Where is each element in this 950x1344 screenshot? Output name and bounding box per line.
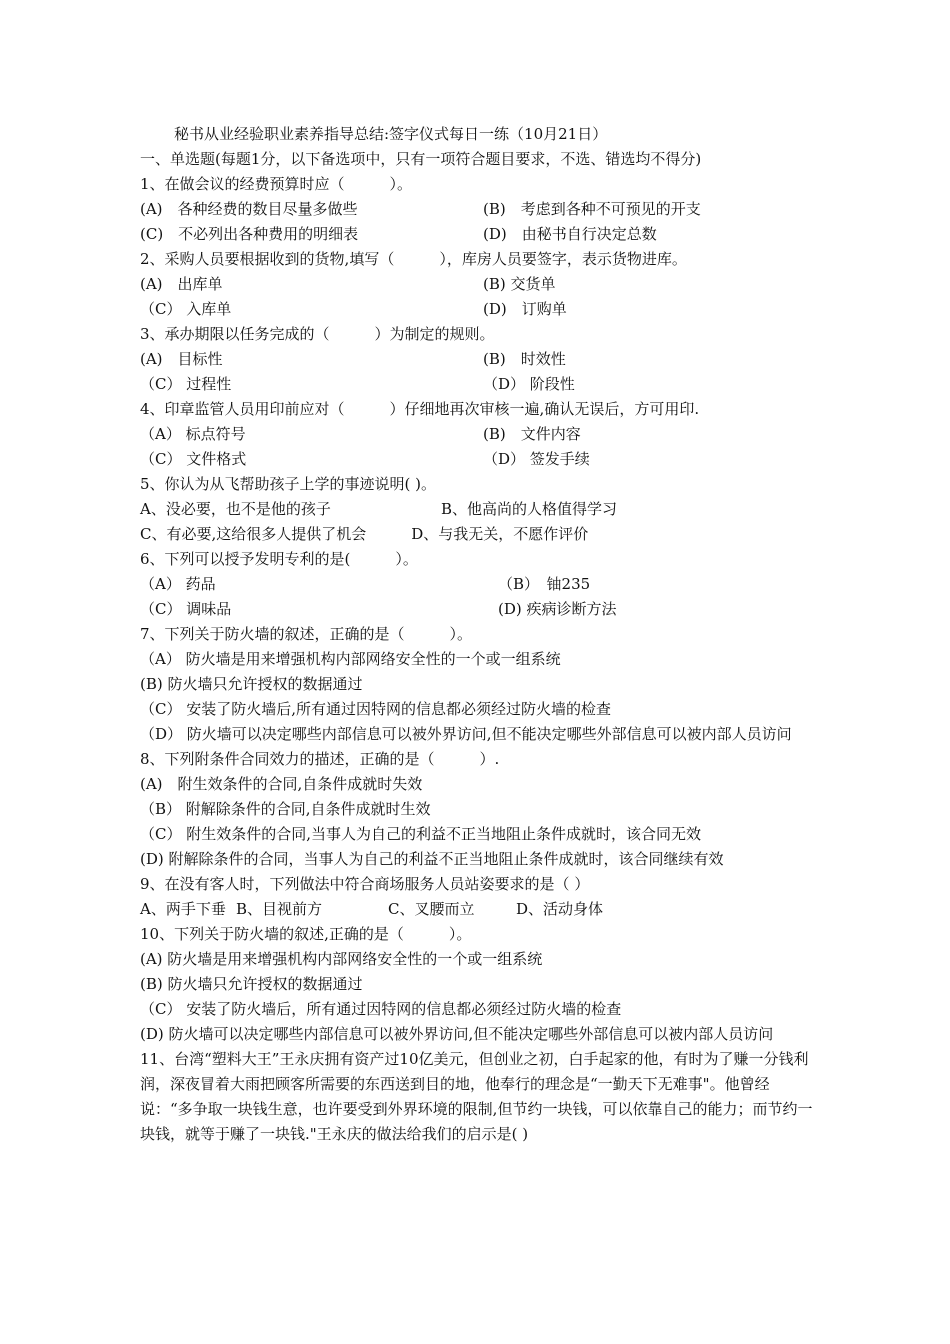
question-6-options-ab	[140, 572, 815, 597]
option-a: A、没必要，也不是他的孩子	[140, 500, 331, 518]
option-a: （A） 标点符号	[140, 425, 246, 443]
question-1-options-cd	[140, 222, 815, 247]
option-a: A、两手下垂	[140, 900, 226, 918]
option-a: (A) 附生效条件的合同,自条件成就时失效	[140, 775, 423, 793]
question-8-stem: 8、下列附条件合同效力的描述，正确的是（ ）.	[140, 750, 500, 768]
question-9-stem: 9、在没有客人时，下列做法中符合商场服务人员站姿要求的是（ ）	[140, 875, 590, 893]
option-b: B、目视前方	[236, 900, 323, 918]
option-c: （C） 过程性	[140, 375, 232, 393]
question-7-stem: 7、下列关于防火墙的叙述，正确的是（ ）。	[140, 625, 473, 643]
option-a: （A） 防火墙是用来增强机构内部网络安全性的一个或一组系统	[140, 650, 561, 668]
question-4-options-ab	[140, 422, 815, 447]
option-c: C、叉腰而立	[388, 900, 475, 918]
document-body	[140, 122, 815, 1147]
option-d: (D) 疾病诊断方法	[498, 600, 617, 618]
option-d: （D） 签发手续	[483, 450, 590, 468]
option-d: （D） 阶段性	[483, 375, 575, 393]
option-b: B、他高尚的人格值得学习	[441, 500, 618, 518]
option-c: (C) 不必列出各种费用的明细表	[140, 225, 359, 243]
option-d: (D) 订购单	[483, 300, 567, 318]
question-6-stem: 6、下列可以授予发明专利的是( ）。	[140, 550, 418, 568]
option-c: （C） 安装了防火墙后,所有通过因特网的信息都必须经过防火墙的检查	[140, 700, 612, 718]
option-a: (A) 目标性	[140, 350, 223, 368]
option-c: （C） 附生效条件的合同,当事人为自己的利益不正当地阻止条件成就时，该合同无效	[140, 825, 702, 843]
option-c: （C） 安装了防火墙后，所有通过因特网的信息都必须经过防火墙的检查	[140, 1000, 622, 1018]
option-b: （B） 附解除条件的合同,自条件成就时生效	[140, 800, 431, 818]
question-3-stem: 3、承办期限以任务完成的（ ）为制定的规则。	[140, 325, 495, 343]
option-d: (D) 由秘书自行决定总数	[483, 225, 657, 243]
option-c: （C） 文件格式	[140, 450, 247, 468]
document-title: 秘书从业经验职业素养指导总结:签字仪式每日一练（10月21日）	[174, 125, 608, 143]
option-b: （B） 铀235	[498, 575, 591, 593]
question-1-options-ab	[140, 197, 815, 222]
question-11-stem: 11、台湾“塑料大王”王永庆拥有资产过10亿美元，但创业之初，白手起家的他，有时为了赚一分钱利润，深夜冒着大雨把顾客所需要的东西送到目的地，他奉行的理念是“一勤天下无难事"。他曾经说：“多争取一块钱生意，也许要受到外界环境的限制,但节约一块钱，可以依靠自己的能力；而节约一块钱，就等于赚了一块钱."王永庆的做法给我们的启示是( )	[140, 1050, 813, 1143]
question-6-options-cd	[140, 597, 815, 622]
question-2-options-cd	[140, 297, 815, 322]
option-d: （D） 防火墙可以决定哪些内部信息可以被外界访问,但不能决定哪些外部信息可以被内部人员访问	[140, 725, 792, 743]
option-b: (B) 交货单	[483, 275, 556, 293]
option-b: (B) 文件内容	[483, 425, 581, 443]
question-10-stem: 10、下列关于防火墙的叙述,正确的是（ ）。	[140, 925, 472, 943]
question-1-stem: 1、在做会议的经费预算时应（ ）。	[140, 175, 413, 193]
option-d: (D) 附解除条件的合同，当事人为自己的利益不正当地阻止条件成就时，该合同继续有效	[140, 850, 724, 868]
option-c: （C） 调味品	[140, 600, 232, 618]
question-2-options-ab	[140, 272, 815, 297]
question-2-stem: 2、采购人员要根据收到的货物,填写（ ），库房人员要签字，表示货物进库。	[140, 250, 687, 268]
option-b: (B) 防火墙只允许授权的数据通过	[140, 675, 363, 693]
option-c: （C） 入库单	[140, 300, 232, 318]
question-4-stem: 4、印章监管人员用印前应对（ ）仔细地再次审核一遍,确认无误后，方可用印.	[140, 400, 700, 418]
option-a: (A) 防火墙是用来增强机构内部网络安全性的一个或一组系统	[140, 950, 543, 968]
question-9-options	[140, 897, 815, 922]
question-4-options-cd	[140, 447, 815, 472]
option-d: (D) 防火墙可以决定哪些内部信息可以被外界访问,但不能决定哪些外部信息可以被内部人员访问	[140, 1025, 774, 1043]
question-5-options-ab	[140, 497, 815, 522]
section-heading: 一、单选题(每题1分，以下备选项中，只有一项符合题目要求，不选、错选均不得分)	[140, 150, 702, 168]
option-a: (A) 各种经费的数目尽量多做些	[140, 200, 358, 218]
option-b: (B) 考虑到各种不可预见的开支	[483, 200, 701, 218]
question-3-options-cd	[140, 372, 815, 397]
question-3-options-ab	[140, 347, 815, 372]
option-d: D、活动身体	[516, 900, 604, 918]
question-5-stem: 5、你认为从飞帮助孩子上学的事迹说明( )。	[140, 475, 437, 493]
option-a: (A) 出库单	[140, 275, 223, 293]
question-5-options-cd: C、有必要,这给很多人提供了机会 D、与我无关，不愿作评价	[140, 525, 589, 543]
option-b: (B) 时效性	[483, 350, 566, 368]
option-a: （A） 药品	[140, 575, 216, 593]
option-b: (B) 防火墙只允许授权的数据通过	[140, 975, 363, 993]
